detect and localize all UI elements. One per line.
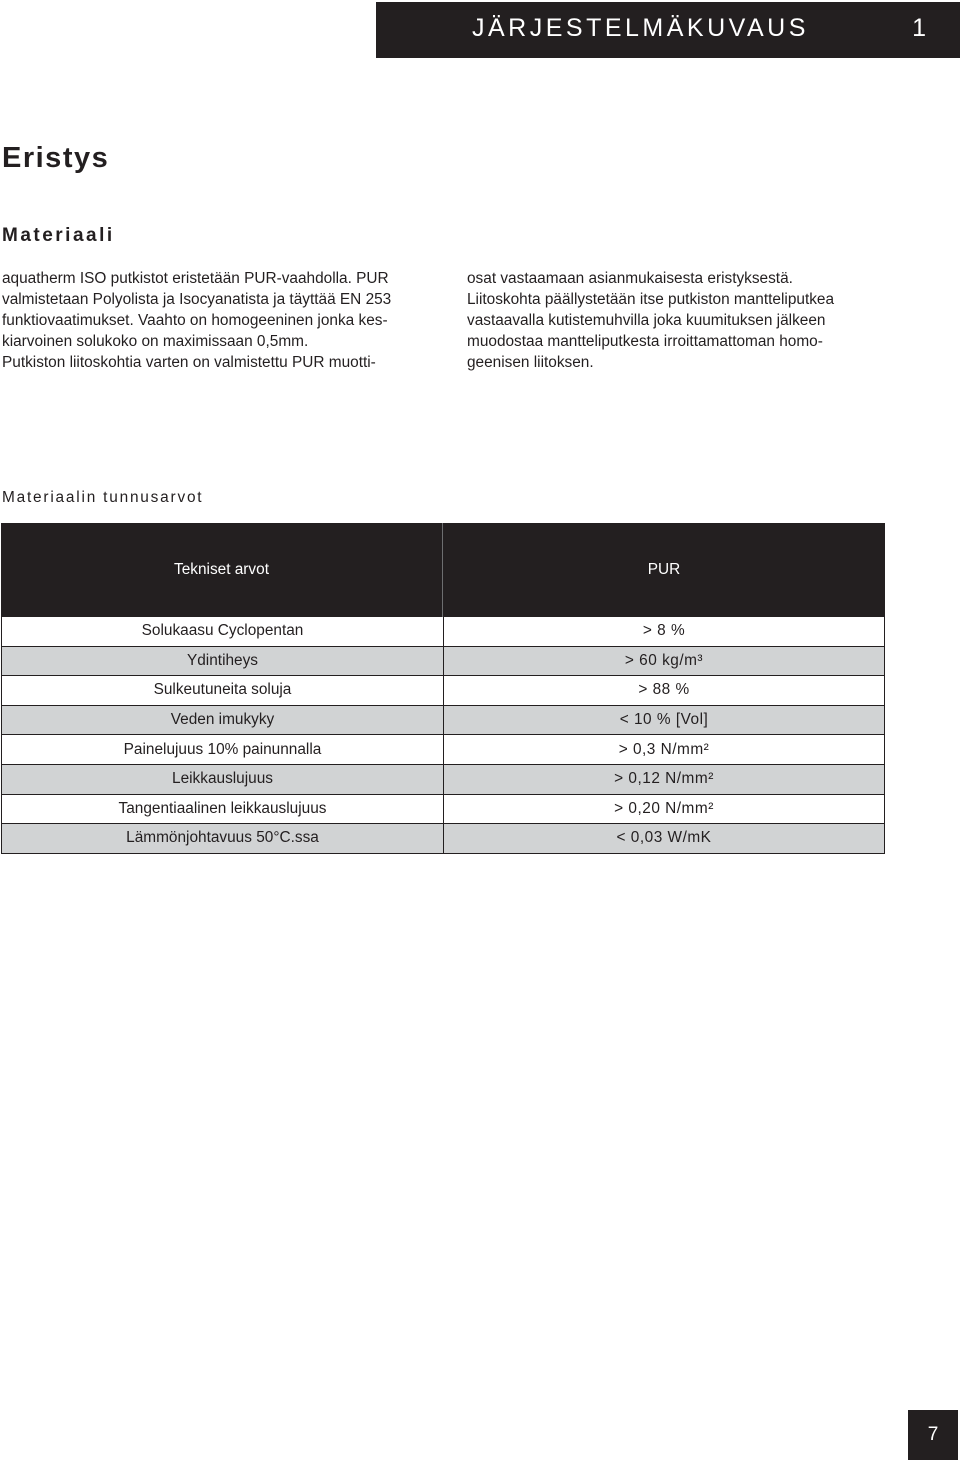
table-row [1, 735, 885, 765]
body-line: osat vastaamaan asianmukaisesta eristyksestä. [467, 270, 793, 287]
body-line: Putkiston liitoskohtia varten on valmistettu PUR muotti- [2, 354, 376, 371]
table-cell-property: Veden imukyky [2, 706, 444, 735]
table-cell-value: > 60 kg/m³ [624, 651, 704, 669]
properties-table [1, 523, 885, 854]
body-line: Liitoskohta päällystetään itse putkiston mantteliputkea [467, 291, 835, 308]
header-title: JÄRJESTELMÄKUVAUS [472, 14, 809, 42]
table-cell-value: > 88 % [638, 681, 690, 699]
page-number [908, 1410, 958, 1460]
table-cell-value: < 0,03 W/mK [616, 829, 712, 847]
table-cell-value: > 8 % [642, 622, 686, 640]
body-line: muodostaa mantteliputkesta irroittamattoman homo- [467, 333, 823, 350]
table-header-row [1, 523, 885, 617]
table-cell-value: < 10 % [Vol] [619, 711, 709, 729]
table-row [1, 795, 885, 825]
table-caption: Materiaalin tunnusarvot [2, 489, 204, 506]
table-cell-value: > 0,20 N/mm² [614, 799, 714, 817]
page-number-text: 7 [927, 1424, 939, 1445]
table-cell-property: Lämmönjohtavuus 50°C.ssa [2, 824, 444, 853]
header-chapter-number: 1 [912, 14, 926, 42]
body-line: vastaavalla kutistemuhvilla joka kuumituksen jälkeen [467, 312, 826, 329]
table-cell-property: Sulkeutuneita soluja [2, 676, 444, 705]
table-cell-value: > 0,3 N/mm² [618, 740, 710, 758]
table-cell-property: Ydintiheys [2, 647, 444, 676]
table-cell-property: Painelujuus 10% painunnalla [2, 735, 444, 764]
body-line: geenisen liitoksen. [467, 354, 594, 371]
table-cell-value: > 0,12 N/mm² [614, 770, 714, 788]
table-header-cell: Tekniset arvot [1, 523, 443, 617]
table-cell-property: Solukaasu Cyclopentan [2, 617, 444, 646]
body-text-right [467, 268, 937, 373]
table-row [1, 765, 885, 795]
table-row [1, 706, 885, 736]
section-title: Materiaali [2, 225, 115, 246]
table-row [1, 676, 885, 706]
table-header-cell: PUR [647, 561, 681, 578]
header-bar [376, 2, 960, 58]
table-row [1, 647, 885, 677]
table-row [1, 824, 885, 854]
page-title: Eristys [2, 142, 110, 174]
table-cell-property: Tangentiaalinen leikkauslujuus [2, 795, 444, 824]
body-text-left [2, 268, 442, 373]
body-line: aquatherm ISO putkistot eristetään PUR-vaahdolla. PUR [2, 270, 389, 287]
body-line: valmistetaan Polyolista ja Isocyanatista ja täyttää EN 253 [2, 291, 392, 308]
body-line: kiarvoinen solukoko on maximissaan 0,5mm. [2, 333, 309, 350]
body-line: funktiovaatimukset. Vaahto on homogeeninen jonka kes- [2, 312, 388, 329]
table-row [1, 617, 885, 647]
table-cell-property: Leikkauslujuus [2, 765, 444, 794]
